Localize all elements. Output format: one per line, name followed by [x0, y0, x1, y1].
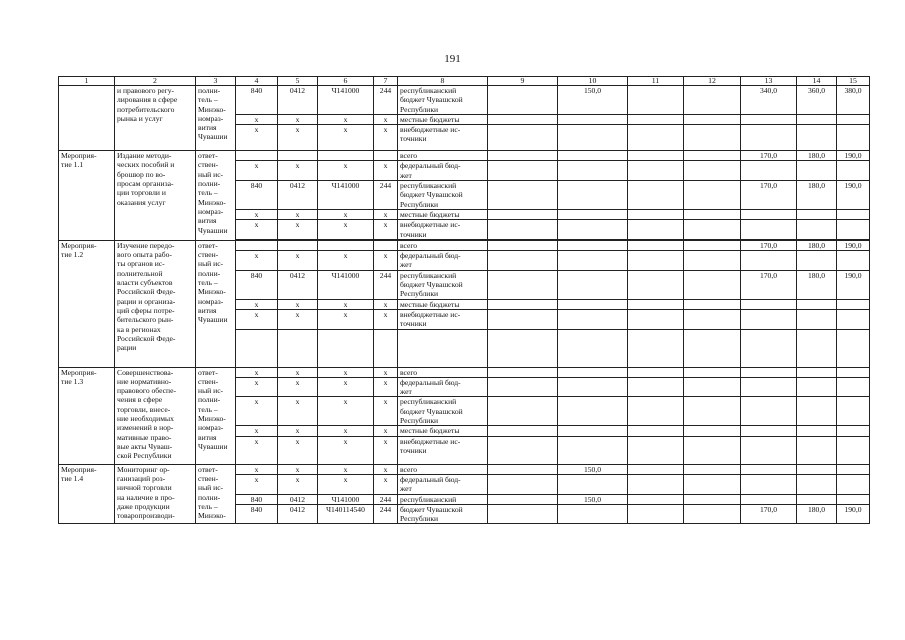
value-cell: 340,0: [741, 86, 797, 115]
executor-cell: ответ- ствен- ный ис- полни- тель – Минэко- номраз- вития Чувашии: [196, 240, 236, 367]
table-row: x x x x федеральный бюд- жет: [59, 251, 870, 271]
event-label: [59, 86, 115, 151]
executor-cell: ответ- ствен- ный ис- полни- тель – Минэко- номраз- вития Чувашии: [196, 367, 236, 464]
source-label: республиканский бюджет Чувашской Республики: [398, 86, 488, 115]
value-cell: 170,0: [741, 270, 797, 299]
event-name: и правового регу- лирования в сфере потребительского рынка и услуг: [115, 86, 196, 151]
csr-code: Ч141000: [318, 86, 374, 115]
value-cell: 360,0: [797, 86, 837, 115]
table-row: 840 0412 Ч141000 244 республиканский бюджет Чувашской Республики 170,0 180,0 190,0: [59, 270, 870, 299]
col-header: 14: [797, 77, 837, 86]
col-header: 15: [837, 77, 870, 86]
source-label: федеральный бюд- жет: [398, 377, 488, 397]
value-cell: 150,0: [558, 86, 628, 115]
col-header: 7: [374, 77, 398, 86]
table-row: Мероприя- тие 1.3 Совершенствова- ние нормативно- правового обеспе- чения в сфере торговли, внесе- ние необходимых изменений в нор- мативные право- вые акты Чуваш- ской Республики ответ- ствен- ный ис- полни- тель – Минэко- номраз- вития Чувашии x x x x всего: [59, 367, 870, 377]
col-header: 11: [628, 77, 684, 86]
table-row: x x x x федеральный бюд- жет: [59, 474, 870, 494]
value-cell: 180,0: [797, 240, 837, 250]
source-label: всего: [398, 464, 488, 474]
table-row: x x x x республиканский бюджет Чувашской Республики: [59, 397, 870, 426]
table-row: Мероприя- тие 1.4 Мониторинг ор- ганизаций роз- ничной торговли на наличие в про- даже продукции товаропроизводи- ответ- ствен- ный ис- полни- тель – Минэко- x x x x всего 150,0: [59, 464, 870, 474]
value-cell: 170,0: [741, 504, 797, 524]
source-label: внебюджетные ис- точники: [398, 436, 488, 464]
value-cell: 180,0: [797, 181, 837, 210]
source-label: местные бюджеты: [398, 426, 488, 436]
source-label: всего: [398, 240, 488, 250]
col-header: 6: [318, 77, 374, 86]
value-cell: 170,0: [741, 181, 797, 210]
grbs-code: 840: [236, 86, 278, 115]
table-row: x x x x внебюджетные ис- точники: [59, 436, 870, 464]
col-header: 3: [196, 77, 236, 86]
value-cell: 190,0: [837, 270, 870, 299]
col-header: 13: [741, 77, 797, 86]
table-row: x x x x внебюджетные ис- точники: [59, 125, 870, 151]
source-label: федеральный бюд- жет: [398, 251, 488, 271]
header-row: [59, 77, 870, 86]
table-row: [59, 86, 870, 115]
value-cell: 380,0: [837, 86, 870, 115]
value-cell: 180,0: [797, 151, 837, 161]
value-cell: 190,0: [837, 151, 870, 161]
value-cell: 170,0: [741, 151, 797, 161]
col-header: 10: [558, 77, 628, 86]
source-label: всего: [398, 151, 488, 161]
table-row: x x x x внебюджетные ис- точники: [59, 309, 870, 329]
rzpr-code: 0412: [278, 86, 318, 115]
table-row: 840 0412 Ч140114540 244 бюджет Чувашской Республики 170,0 180,0 190,0: [59, 504, 870, 524]
source-label: местные бюджеты: [398, 299, 488, 309]
executor-cell: ответ- ствен- ный ис- полни- тель – Минэко-: [196, 464, 236, 524]
source-label: республиканский бюджет Чувашской Республики: [398, 397, 488, 426]
table-row: x x x x местные бюджеты: [59, 114, 870, 124]
event-name: Изучение передо- вого опыта рабо- ты органов ис- полнительной власти субъектов Российской Феде- рации и организа- ций сферы потре- бительского рын- ка в регионах Российской Феде- рации: [115, 240, 196, 367]
table-row: [59, 240, 870, 250]
event-label: Мероприя- тие 1.1: [59, 151, 115, 241]
value-cell: 150,0: [558, 494, 628, 504]
col-header: 1: [59, 77, 115, 86]
source-label: внебюджетные ис- точники: [398, 220, 488, 240]
event-label: Мероприя- тие 1.4: [59, 464, 115, 524]
event-label: Мероприя- тие 1.3: [59, 367, 115, 464]
source-label: республиканский бюджет Чувашской Республики: [398, 270, 488, 299]
source-label: федеральный бюд- жет: [398, 161, 488, 181]
source-label: бюджет Чувашской Республики: [398, 504, 488, 524]
value-cell: 170,0: [741, 240, 797, 250]
col-header: 8: [398, 77, 488, 86]
executor-cell: полни- тель – Минэко- номраз- вития Чувашии: [196, 86, 236, 151]
table-row: x x x x федеральный бюд- жет: [59, 377, 870, 397]
page-number: 191: [444, 53, 461, 65]
budget-table: [58, 76, 870, 524]
executor-cell: ответ- ствен- ный ис- полни- тель – Минэко- номраз- вития Чувашии: [196, 151, 236, 241]
value-cell: 190,0: [837, 240, 870, 250]
source-label: внебюджетные ис- точники: [398, 309, 488, 329]
table-row: x x x x местные бюджеты: [59, 426, 870, 436]
source-label: внебюджетные ис- точники: [398, 125, 488, 151]
table-row: x x x x федеральный бюд- жет: [59, 161, 870, 181]
col-header: 9: [488, 77, 558, 86]
vr-code: 244: [374, 86, 398, 115]
source-label: республиканский бюджет Чувашской Республики: [398, 181, 488, 210]
col-header: 2: [115, 77, 196, 86]
col-header: 12: [684, 77, 741, 86]
event-name: Издание методи- ческих пособий и брошюр по во- просам организа- ции торговли и оказания услуг: [115, 151, 196, 241]
value-cell: 180,0: [797, 504, 837, 524]
col-header: 4: [236, 77, 278, 86]
source-label: федеральный бюд- жет: [398, 474, 488, 494]
value-cell: 190,0: [837, 181, 870, 210]
source-label: местные бюджеты: [398, 114, 488, 124]
source-label: всего: [398, 367, 488, 377]
table-row: 840 0412 Ч141000 244 республиканский бюджет Чувашской Республики 170,0 180,0 190,0: [59, 181, 870, 210]
source-label: местные бюджеты: [398, 209, 488, 219]
table-row: x x x x местные бюджеты: [59, 209, 870, 219]
table-row: 840 0412 Ч141000 244 республиканский 150,0: [59, 494, 870, 504]
col-header: 5: [278, 77, 318, 86]
value-cell: 150,0: [558, 464, 628, 474]
source-label: республиканский: [398, 494, 488, 504]
value-cell: 190,0: [837, 504, 870, 524]
event-name: Мониторинг ор- ганизаций роз- ничной торговли на наличие в про- даже продукции товаропроизводи-: [115, 464, 196, 524]
table-row: x x x x местные бюджеты: [59, 299, 870, 309]
table-row: [59, 151, 870, 161]
event-label: Мероприя- тие 1.2: [59, 240, 115, 367]
value-cell: 180,0: [797, 270, 837, 299]
event-name: Совершенствова- ние нормативно- правового обеспе- чения в сфере торговли, внесе- ние необходимых изменений в нор- мативные право- вые акты Чуваш- ской Республики: [115, 367, 196, 464]
table-row: x x x x внебюджетные ис- точники: [59, 220, 870, 240]
